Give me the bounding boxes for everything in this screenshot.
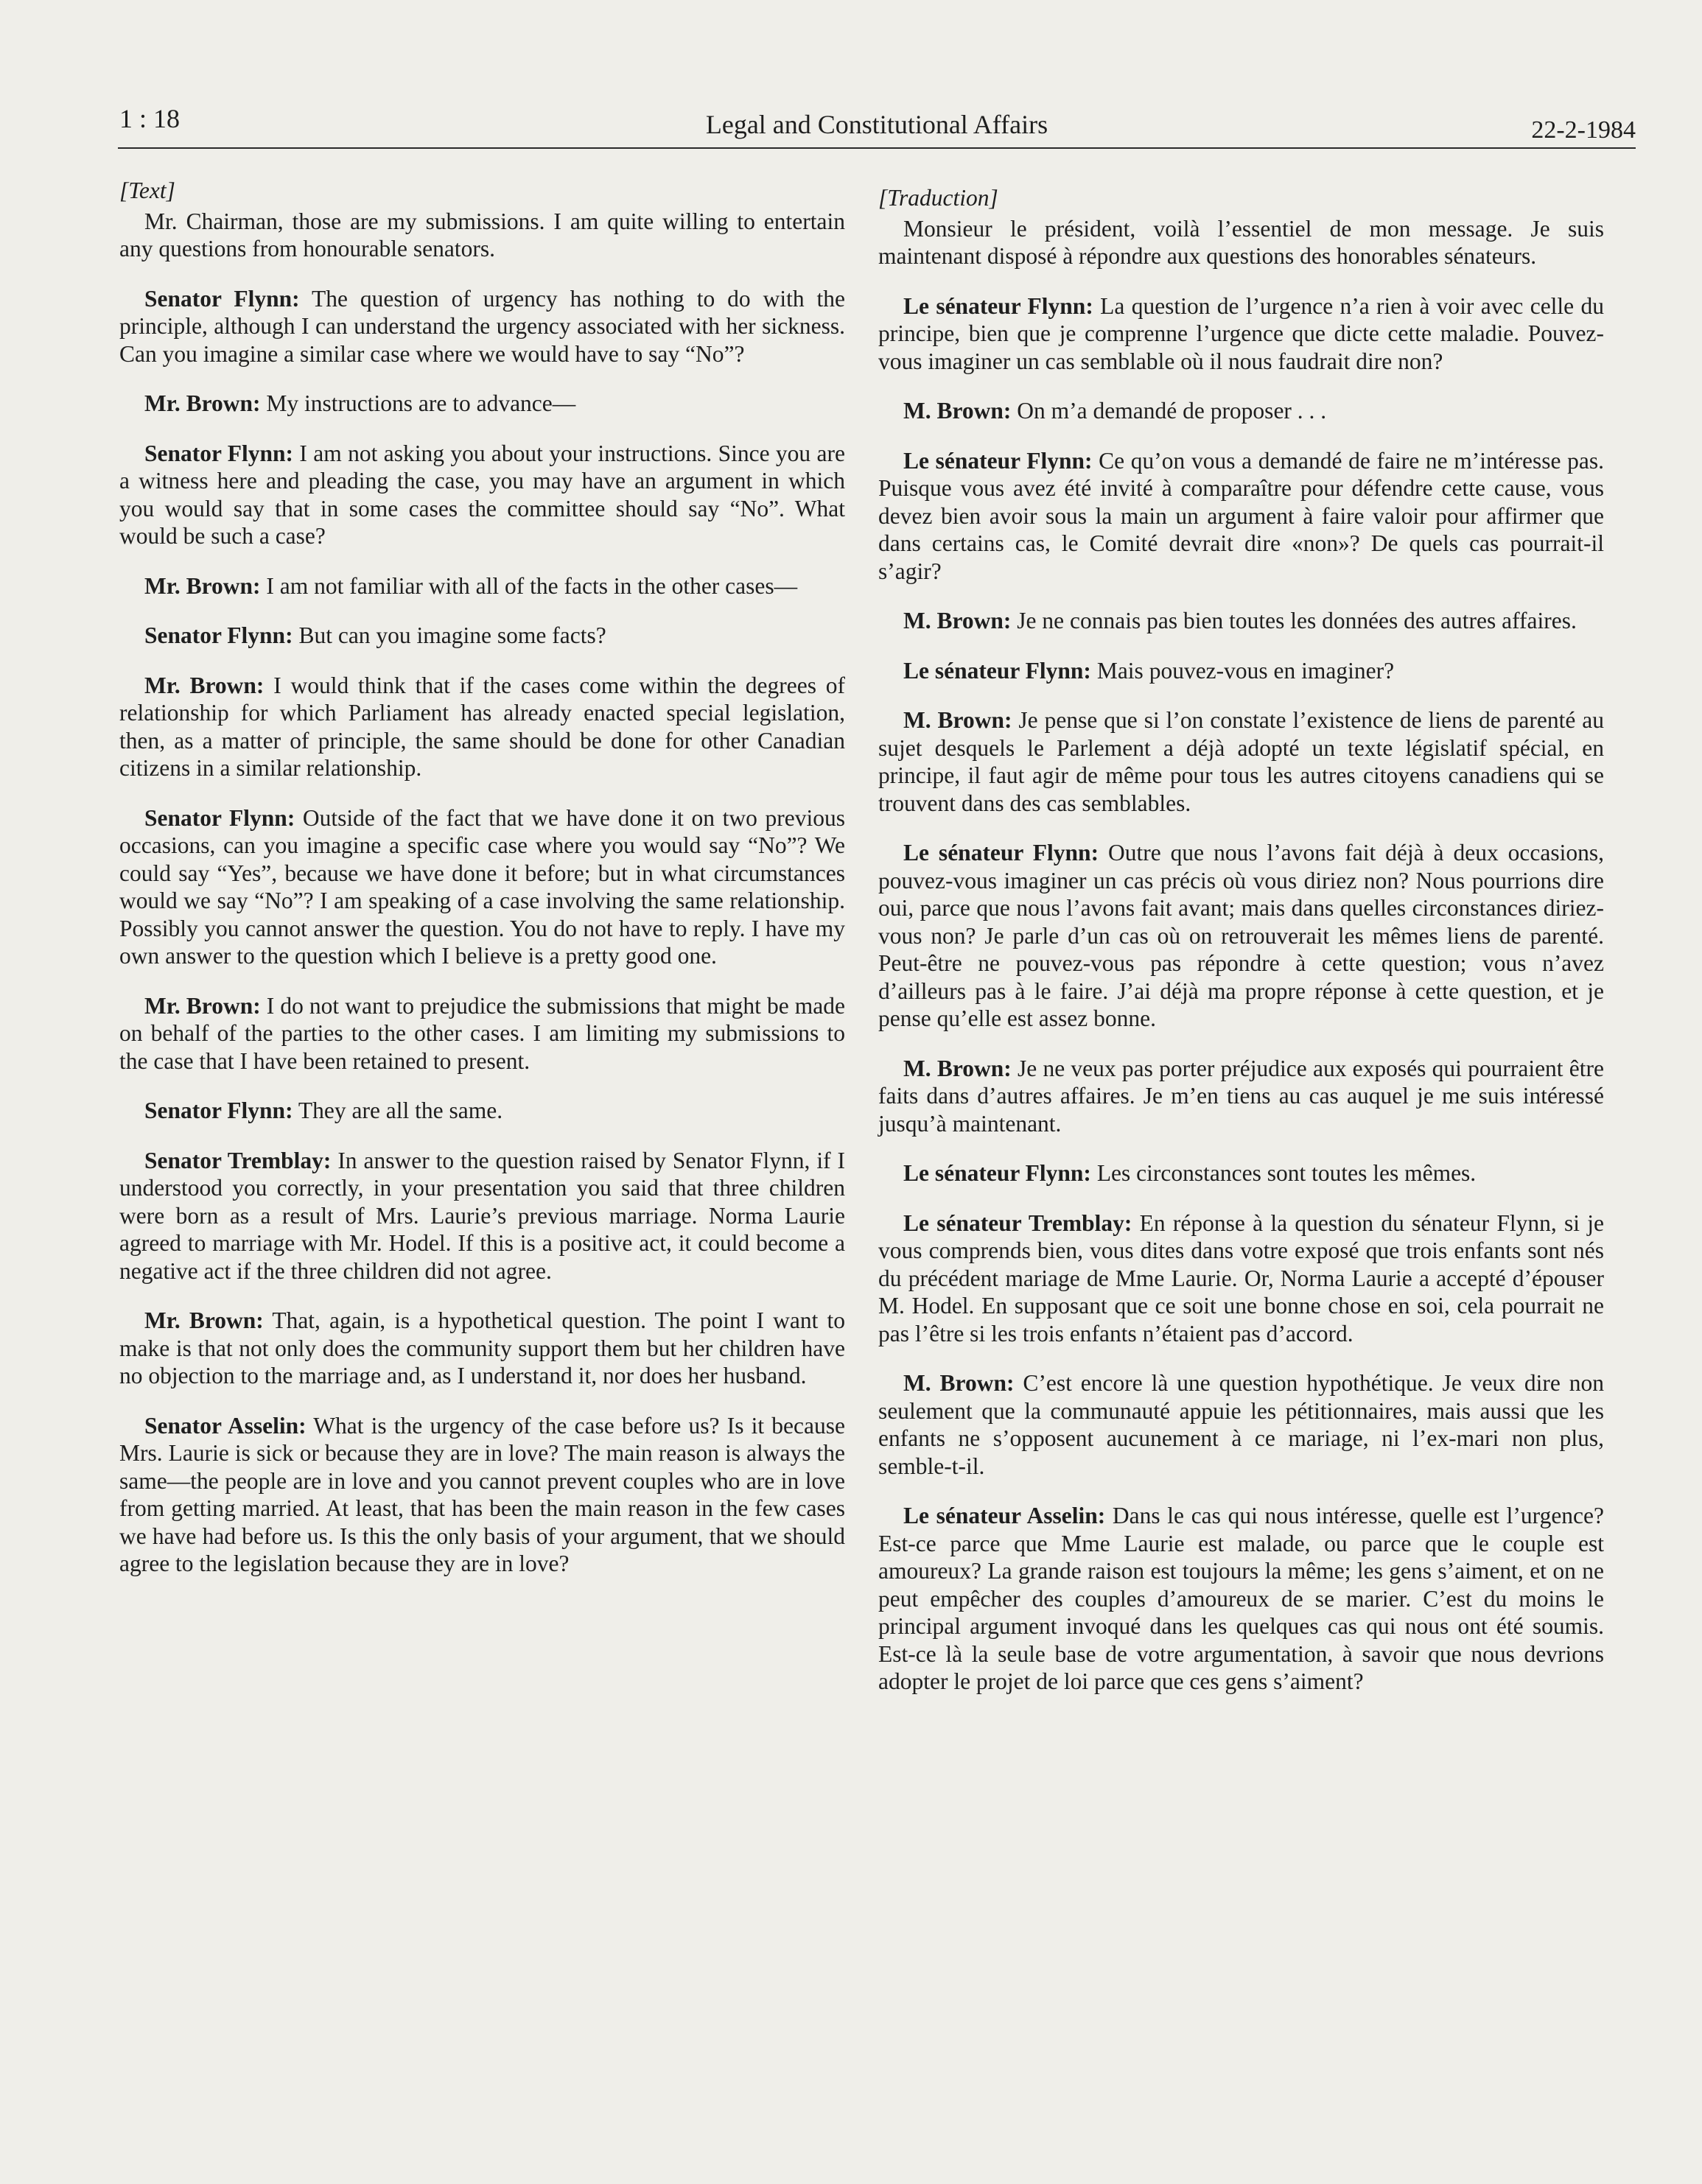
column-tag: [Traduction] bbox=[878, 185, 998, 211]
speech-text: My instructions are to advance— bbox=[260, 390, 576, 416]
speech-text: C’est encore là une question hypothétique. Je veux dire non seulement que la communauté appuie les pétitionnaires, mais aussi que les enfants ne s’opposent aucunement à ce mariage, ni l’ex-mari non plus, semble-t-il. bbox=[878, 1370, 1604, 1479]
speaker-name: M. Brown: bbox=[903, 608, 1012, 633]
speech-text: Dans le cas qui nous intéresse, quelle est l’urgence? Est-ce parce que Mme Laurie est malade, ou parce que le couple est amoureux? La grande raison est toujours la même; les gens s’aiment, et on ne peut empêcher des couples d’amoureux de se marier. C’est du moins le principal argument invoqué dans les quelques cas qui nous ont été soumis. Est-ce là la seule base de votre argumentation, à savoir que nous devrions adopter le projet de loi parce que ces gens s’aiment? bbox=[878, 1503, 1604, 1694]
speaker-name: Senator Flynn: bbox=[144, 1098, 293, 1123]
transcript-paragraph bbox=[878, 1159, 1604, 1187]
transcript-paragraph bbox=[119, 1097, 845, 1125]
page-number: 1 : 18 bbox=[119, 104, 181, 133]
running-title: Legal and Constitutional Affairs bbox=[705, 110, 1048, 139]
transcript-paragraph bbox=[119, 804, 845, 970]
speaker-name: Senator Tremblay: bbox=[144, 1147, 332, 1173]
speech-text: I am not familiar with all of the facts in the other cases— bbox=[260, 572, 798, 599]
speech-text: Outside of the fact that we have done it on two previous occasions, can you imagine a specific case where you would say “No”? We could say “Yes”, because we have done it before; but in what circumstances would we say “No”? I am speaking of a case involving the same relationship. Possibly you cannot answer the question. You do not have to reply. I have my own answer to the question which I believe is a pretty good one. bbox=[119, 804, 845, 969]
speech-text: The question of urgency has nothing to do with the principle, although I can understand the urgency associated with her sickness. Can you imagine a similar case where we would have to say “No”? bbox=[119, 285, 846, 367]
speech-text: Je ne veux pas porter préjudice aux exposés qui pourraient être faits dans d’autres affaires. Je m’en tiens au cas auquel je me suis intéressé jusqu’à maintenant. bbox=[878, 1055, 1604, 1137]
speaker-name: Le sénateur Tremblay: bbox=[903, 1209, 1132, 1236]
speaker-name: M. Brown: bbox=[903, 1055, 1012, 1081]
speech-text: I am not asking you about your instructions. Since you are a witness here and pleading the case, you may have an argument in which you would say that in some cases the committee should say “No”. What would be such a case? bbox=[119, 440, 845, 549]
transcript-paragraph bbox=[878, 706, 1604, 817]
speech-text: Mr. Chairman, those are my submissions. I am quite willing to entertain any questions from honourable senators. bbox=[119, 208, 845, 261]
column-tag: [Text] bbox=[119, 178, 175, 203]
speaker-name: Mr. Brown: bbox=[144, 572, 261, 599]
issue-date: 22-2-1984 bbox=[1531, 116, 1636, 144]
transcript-paragraph bbox=[878, 215, 1604, 270]
speaker-name: Mr. Brown: bbox=[144, 992, 261, 1019]
page-header bbox=[118, 103, 1636, 149]
speech-text: In answer to the question raised by Senator Flynn, if I understood you correctly, in your presentation you said that three children were born as a result of Mrs. Laurie’s previous marriage. Norma Laurie agreed to marriage with Mr. Hodel. If this is a positive act, it could become a negative act if the three children did not agree. bbox=[119, 1147, 845, 1284]
speaker-name: Senator Flynn: bbox=[144, 804, 295, 831]
speech-text: I would think that if the cases come within the degrees of relationship for which Parliament has already enacted special legislation, then, as a matter of principle, the same should be done for other Canadian citizens in a similar relationship. bbox=[119, 672, 846, 781]
speech-text: Je pense que si l’on constate l’existence de liens de parenté au sujet desquels le Parlement a déjà adopté un texte législatif spécial, en principe, il faut agir de même pour tous les autres citoyens canadiens qui se trouvent dans des cas semblables. bbox=[878, 707, 1604, 816]
speaker-name: Mr. Brown: bbox=[144, 1307, 264, 1333]
transcript-paragraph bbox=[119, 440, 845, 550]
transcript-paragraph bbox=[878, 1502, 1604, 1696]
speech-text: On m’a demandé de proposer . . . bbox=[1011, 398, 1327, 424]
transcript-paragraph bbox=[119, 1147, 845, 1285]
transcript-paragraph bbox=[119, 992, 845, 1075]
speaker-name: Mr. Brown: bbox=[144, 390, 261, 416]
transcript-paragraph bbox=[878, 292, 1604, 376]
transcript-paragraph bbox=[119, 672, 845, 782]
speaker-name: M. Brown: bbox=[903, 1370, 1015, 1396]
speaker-name: M. Brown: bbox=[903, 707, 1012, 733]
transcript-paragraph bbox=[878, 447, 1604, 586]
speech-text: Ce qu’on vous a demandé de faire ne m’intéresse pas. Puisque vous avez été invité à comparaître pour défendre cette cause, vous devez bien avoir sous la main un argument à faire valoir pour affirmer que dans certains cas, le Comité devrait dire «non»? De quels cas pourrait-il s’agir? bbox=[878, 447, 1604, 584]
transcript-paragraph bbox=[878, 1055, 1604, 1138]
speech-text: Outre que nous l’avons fait déjà à deux occasions, pouvez-vous imaginer un cas précis où vous diriez non? Nous pourrions dire oui, parce que nous l’avons fait avant; mais dans quelles circonstances diriez-vous non? Je parle d’un cas où on retrouverait les mêmes liens de parenté. Peut-être ne pouvez-vous pas répondre à cette question; vous n’avez d’ailleurs pas à le faire. J’ai déjà ma propre réponse à cette question, et je pense qu’elle est assez bonne. bbox=[878, 840, 1604, 1031]
transcript-paragraph bbox=[119, 622, 845, 650]
transcript-paragraph bbox=[878, 657, 1604, 685]
speech-text: Mais pouvez-vous en imaginer? bbox=[1090, 657, 1395, 684]
speaker-name: Le sénateur Flynn: bbox=[903, 447, 1093, 474]
transcript-paragraph bbox=[878, 839, 1604, 1033]
transcript-paragraph bbox=[119, 285, 845, 368]
speaker-name: Senator Flynn: bbox=[144, 440, 294, 466]
speaker-name: Le sénateur Flynn: bbox=[903, 1160, 1091, 1186]
speech-text: What is the urgency of the case before us? Is it because Mrs. Laurie is sick or because they are in love? The main reason is always the same—the people are in love and you cannot prevent couples who are in love from getting married. At least, that has been the main reason in the few cases we have had before us. Is this the only basis of your argument, that we should agree to the legislation because they are in love? bbox=[119, 1412, 845, 1576]
speaker-name: Mr. Brown: bbox=[144, 672, 265, 698]
transcript-paragraph bbox=[119, 390, 845, 418]
speech-text: I do not want to prejudice the submissions that might be made on behalf of the parties to the other cases. I am limiting my submissions to the case that I have been retained to present. bbox=[119, 992, 845, 1074]
speaker-name: M. Brown: bbox=[903, 398, 1012, 424]
transcript-paragraph bbox=[878, 1369, 1604, 1480]
transcript-paragraph bbox=[878, 1209, 1604, 1348]
speaker-name: Senator Flynn: bbox=[144, 622, 293, 648]
speech-text: En réponse à la question du sénateur Flynn, si je vous comprends bien, vous dites dans votre exposé que trois enfants sont nés du précédent mariage de Mme Laurie. Or, Norma Laurie a accepté d’épouser M. Hodel. En supposant que ce soit une bonne chose en soi, cela pourrait ne pas l’être si les trois enfants n’étaient pas d’accord. bbox=[878, 1209, 1604, 1346]
speech-text: That, again, is a hypothetical question. The point I want to make is that not only does the community support them but her children have no objection to the marriage and, as I understand it, nor does her husband. bbox=[119, 1307, 846, 1388]
speech-text: Je ne connais pas bien toutes les données des autres affaires. bbox=[1011, 608, 1577, 633]
speaker-name: Le sénateur Flynn: bbox=[903, 292, 1093, 319]
speech-text: Les circonstances sont toutes les mêmes. bbox=[1090, 1160, 1477, 1186]
speech-text: La question de l’urgence n’a rien à voir avec celle du principe, bien que je comprenne l’urgence que dicte cette maladie. Pouvez-vous imaginer un cas semblable où il nous faudrait dire non? bbox=[878, 292, 1604, 374]
speaker-name: Le sénateur Asselin: bbox=[903, 1503, 1106, 1528]
french-column bbox=[878, 184, 1604, 1718]
transcript-paragraph bbox=[878, 607, 1604, 635]
english-column bbox=[119, 177, 845, 1600]
transcript-paragraph bbox=[119, 1307, 845, 1390]
speech-text: They are all the same. bbox=[293, 1098, 503, 1123]
transcript-paragraph bbox=[119, 208, 845, 263]
speech-text: But can you imagine some facts? bbox=[293, 622, 606, 648]
speaker-name: Senator Asselin: bbox=[144, 1412, 307, 1439]
transcript-paragraph bbox=[119, 572, 845, 600]
speaker-name: Le sénateur Flynn: bbox=[903, 840, 1099, 865]
speech-text: Monsieur le président, voilà l’essentiel de mon message. Je suis maintenant disposé à répondre aux questions des honorables sénateurs. bbox=[878, 215, 1604, 269]
transcript-paragraph bbox=[878, 397, 1604, 425]
transcript-paragraph bbox=[119, 1412, 845, 1578]
speaker-name: Senator Flynn: bbox=[144, 285, 300, 312]
speaker-name: Le sénateur Flynn: bbox=[903, 657, 1091, 684]
